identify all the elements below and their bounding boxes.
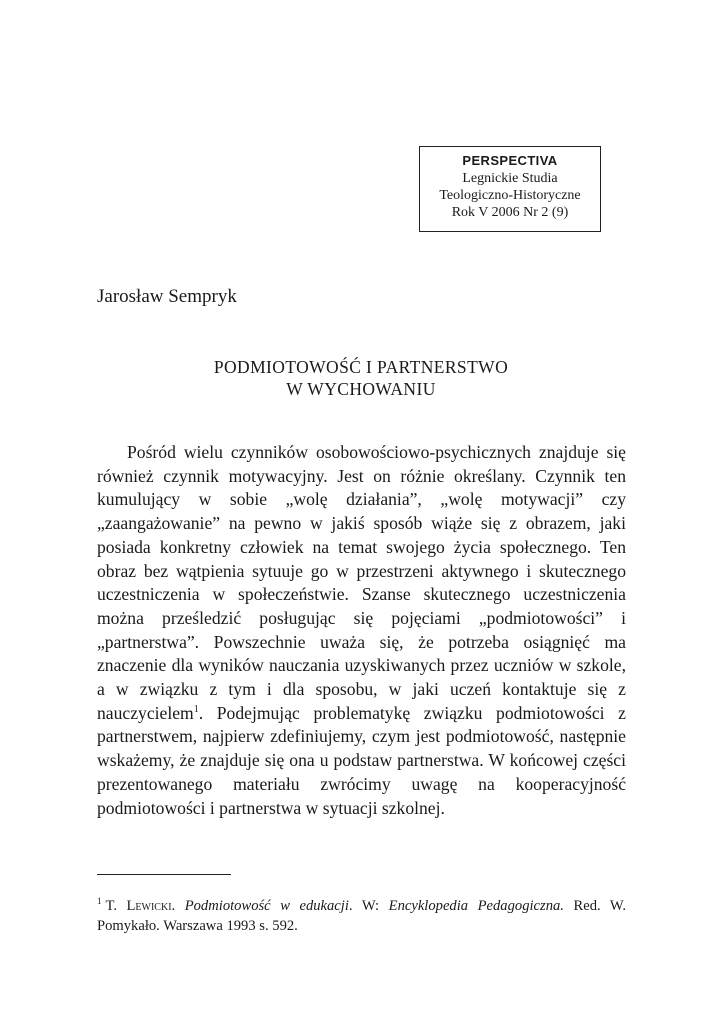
author-name: Jarosław Sempryk: [97, 286, 237, 307]
article-title-line1: PODMIOTOWOŚĆ I PARTNERSTWO: [213, 357, 509, 377]
footnote: [97, 896, 626, 936]
footnote-source-title: Encyklopedia Pedagogiczna.: [388, 898, 564, 914]
journal-subtitle-line1: Legnickie Studia: [462, 171, 558, 186]
journal-info-box: [419, 146, 601, 232]
journal-issue: Rok V 2006 Nr 2 (9): [451, 205, 569, 220]
article-title-line2: W WYCHOWANIU: [286, 379, 436, 399]
body-paragraph: [97, 441, 626, 820]
article-title: [97, 356, 625, 400]
footnote-separator-1: .: [171, 898, 185, 914]
footnote-number: 1: [97, 896, 102, 907]
journal-name: PERSPECTIVA: [462, 153, 558, 168]
footnote-author: T. Lewicki: [105, 898, 172, 914]
footnote-divider: [97, 874, 231, 875]
footnote-reference[interactable]: 1: [193, 703, 199, 715]
body-paragraph-part2: . Podejmując problematykę związku podmiotowości z partnerstwem, najpierw zdefiniujemy, czym jest podmiotowość, następnie wskażemy, że znajduje się ona u podstaw partnerstwa. W końcowej części prezentowanego materiału zwrócimy uwagę na kooperacyjność podmiotowości i partnerstwa w sytuacji szkolnej.: [97, 702, 626, 818]
body-paragraph-part1: Pośród wielu czynników osobowościowo-psychicznych znajduje się również czynnik motywacyjny. Jest on różnie określany. Czynnik ten kumulujący w sobie „wolę działania”, „wolę motywacji” czy „zaangażowanie” na pewno w jakiś sposób wiąże się z obrazem, jaki posiada konkretny człowiek na temat swojego życia społecznego. Ten obraz bez wątpienia sytuuje go w przestrzeni aktywnego i skutecznego uczestniczenia w społeczeństwie. Szanse skutecznego uczestniczenia można prześledzić posługując się pojęciami „podmiotowości” i „partnerstwa”. Powszechnie uważa się, że potrzeba osiągnięć ma znaczenie dla wyników nauczania uzyskiwanych przez uczniów w szkole, a w związku z tym i dla sposobu, w jaki uczeń kontaktuje się z nauczycielem: [97, 442, 626, 723]
journal-subtitle-line2: Teologiczno-Historyczne: [439, 188, 581, 203]
footnote-work-title: Podmiotowość w edukacji: [184, 898, 349, 914]
footnote-separator-2: . W:: [348, 898, 389, 914]
footnote-rest: Red. W. Pomykało. Warszawa 1993 s. 592.: [97, 898, 626, 934]
